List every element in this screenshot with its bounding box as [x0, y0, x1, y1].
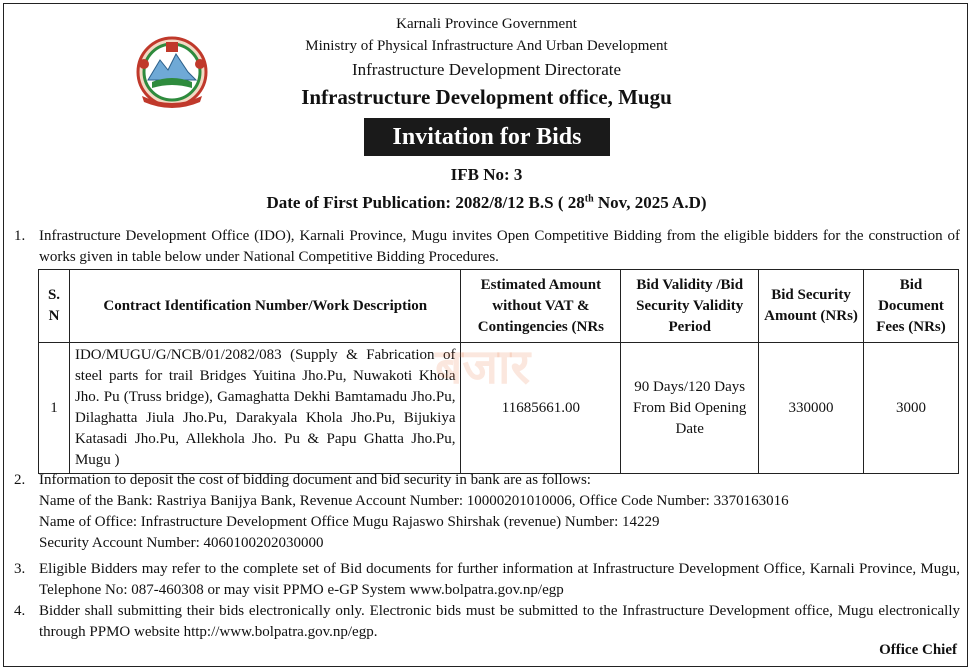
header-government: Karnali Province Government: [396, 16, 577, 32]
item-text: Bidder shall submitting their bids electronically only. Electronic bids must be submitted to the Infrastructure Development office, Mugu electronically through PPMO website http://www.bolpatra.gov.np/egp.: [39, 603, 960, 640]
office-revenue-line: Name of Office: Infrastructure Development Office Mugu Rajaswo Shirshak (revenue) Number: 14229: [39, 514, 660, 530]
item-text: Infrastructure Development Office (IDO), Karnali Province, Mugu invites Open Competitive Bidding from the eligible bidders for the construction of works given in table below under National Competitive Bidding Procedures.: [39, 228, 960, 265]
header-description: Contract Identification Number/Work Description: [69, 270, 461, 343]
watermark: बजार: [435, 339, 531, 395]
header-directorate: Infrastructure Development Directorate: [351, 60, 622, 79]
header-bid-validity: Bid Validity /Bid Security Validity Period: [621, 270, 759, 343]
item-number: 1.: [14, 228, 26, 244]
cell-document-fee: 3000: [863, 343, 958, 474]
header-bid-security: Bid Security Amount (NRs): [759, 270, 864, 343]
bank-account-line: Name of the Bank: Rastriya Banijya Bank, Revenue Account Number: 10000201010006, Office Code Number: 3370163016: [39, 493, 789, 509]
cell-description: IDO/MUGU/G/NCB/01/2082/083 (Supply & Fabrication of steel parts for trail Bridges Yuitina Jho.Pu, Nuwakoti Khola Jho. Pu (Truss bridge), Gamaghatta Dekhi Bamtamadu Jho.Pu, Dilaghatta Jiula Jho.Pu, Darakyala Khola Jho.Pu, Bijukiya Katasadi Jho.Pu, Allekhola Jho. Pu & Papu Ghatta Jho.Pu, Mugu ): [69, 343, 461, 474]
header-ministry: Ministry of Physical Infrastructure And Urban Development: [305, 38, 668, 54]
table-header-row: [39, 270, 959, 343]
cell-sn: 1: [39, 343, 70, 474]
header-sn: S. N: [39, 270, 70, 343]
bank-info-intro: Information to deposit the cost of bidding document and bid security in bank are as follows:: [39, 472, 591, 488]
item-4: [14, 601, 960, 643]
item-number: 2.: [14, 472, 26, 488]
cell-validity: 90 Days/120 Days From Bid Opening Date: [621, 343, 759, 474]
signature-office-chief: Office Chief: [879, 642, 957, 658]
publication-prefix: Date of First Publication: 2082/8/12 B.S ( 28: [266, 193, 585, 212]
item-number: 3.: [14, 561, 26, 577]
cell-estimated-amount: 11685661.00: [461, 343, 621, 474]
item-2: [14, 470, 960, 554]
invitation-banner: Invitation for Bids: [364, 118, 610, 156]
item-text: [39, 470, 960, 554]
item-1: [14, 226, 960, 268]
cell-bid-security: 330000: [759, 343, 864, 474]
publication-suffix: Nov, 2025 A.D): [593, 193, 707, 212]
item-text: Eligible Bidders may refer to the complete set of Bid documents for further information at Infrastructure Development Office, Karnali Province, Mugu, Telephone No: 087-460308 or may visit PPMO e-GP System www.bolpatra.gov.np/egp: [39, 561, 960, 598]
header-document-fees: Bid Document Fees (NRs): [863, 270, 958, 343]
ifb-number: IFB No: 3: [450, 165, 523, 184]
item-3: [14, 559, 960, 601]
header-office: Infrastructure Development office, Mugu: [301, 85, 672, 109]
publication-sup: th: [584, 193, 594, 205]
item-number: 4.: [14, 603, 26, 619]
security-account-line: Security Account Number: 4060100202030000: [39, 535, 324, 551]
header-estimated-amount: Estimated Amount without VAT & Contingencies (NRs: [461, 270, 621, 343]
publication-date: [0, 193, 973, 213]
